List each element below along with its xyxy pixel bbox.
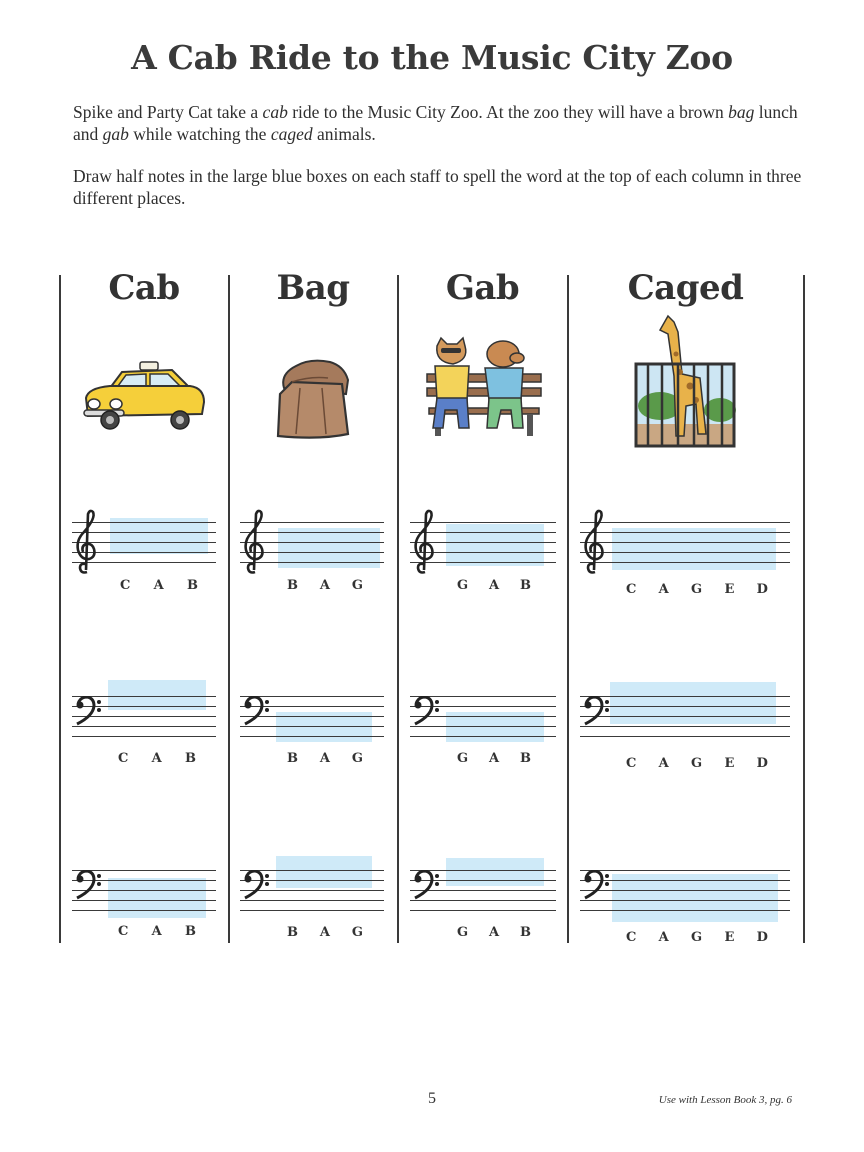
note-letter: B bbox=[287, 578, 298, 593]
staff-caged-treble bbox=[580, 522, 790, 562]
note-letter: G bbox=[691, 756, 703, 771]
answer-box[interactable] bbox=[446, 524, 544, 566]
note-letter: E bbox=[724, 756, 735, 771]
note-letter: G bbox=[457, 925, 469, 940]
note-letter: A bbox=[319, 751, 330, 766]
note-letter: D bbox=[756, 756, 768, 771]
note-letter: A bbox=[489, 578, 500, 593]
staff-cab-bass-2 bbox=[72, 870, 216, 910]
paper-bag-icon bbox=[270, 354, 354, 442]
treble-clef-icon bbox=[582, 508, 606, 576]
treble-clef-icon bbox=[412, 508, 436, 576]
note-letter: G bbox=[691, 930, 703, 945]
column-divider bbox=[803, 275, 805, 943]
note-letter: G bbox=[351, 925, 363, 940]
bass-clef-icon bbox=[412, 696, 440, 726]
page-title: A Cab Ride to the Music City Zoo bbox=[131, 38, 733, 77]
note-letters-bag-1 bbox=[287, 578, 363, 593]
staff-cab-bass-1 bbox=[72, 696, 216, 736]
caged-giraffe-icon bbox=[634, 314, 738, 450]
bass-clef-icon bbox=[412, 870, 440, 900]
note-letter: A bbox=[658, 756, 669, 771]
answer-box[interactable] bbox=[610, 682, 776, 724]
note-letters-cab-1 bbox=[120, 578, 198, 593]
note-letters-bag-2 bbox=[287, 751, 363, 766]
note-letter: A bbox=[658, 930, 669, 945]
note-letter: E bbox=[724, 582, 735, 597]
bass-clef-icon bbox=[74, 870, 102, 900]
note-letter: B bbox=[519, 578, 531, 593]
intro-text: while watching the bbox=[128, 124, 271, 144]
note-letters-caged-3 bbox=[626, 930, 768, 945]
note-letter: A bbox=[153, 578, 164, 593]
note-letter: D bbox=[756, 582, 768, 597]
note-letter: B bbox=[184, 751, 196, 766]
note-letter: G bbox=[457, 751, 469, 766]
answer-box[interactable] bbox=[110, 518, 208, 554]
page-number: 5 bbox=[428, 1090, 436, 1107]
intro-italic-word: cab bbox=[262, 102, 288, 122]
note-letter: B bbox=[519, 925, 531, 940]
column-divider bbox=[567, 275, 569, 943]
note-letter: A bbox=[489, 925, 500, 940]
taxi-cab-icon bbox=[80, 358, 208, 436]
note-letters-cab-2 bbox=[118, 751, 196, 766]
answer-box[interactable] bbox=[612, 528, 776, 570]
treble-clef-icon bbox=[74, 508, 98, 576]
answer-box[interactable] bbox=[276, 856, 372, 888]
intro-paragraph-2: Draw half notes in the large blue boxes on each staff to spell the word at the top of each column in three different places. bbox=[73, 166, 802, 208]
footer-note: Use with Lesson Book 3, pg. 6 bbox=[658, 1094, 792, 1106]
intro-text: animals. bbox=[312, 124, 376, 144]
intro-italic-word: caged bbox=[270, 124, 313, 144]
bass-clef-icon bbox=[582, 870, 610, 900]
intro-text: Spike and Party Cat take a bbox=[73, 102, 263, 122]
intro-italic-word: gab bbox=[102, 124, 129, 144]
note-letter: B bbox=[519, 751, 531, 766]
staff-gab-bass-2 bbox=[410, 870, 556, 910]
note-letter: C bbox=[626, 582, 637, 597]
intro-text: lunch and bbox=[73, 102, 798, 144]
staff-bag-bass-1 bbox=[240, 696, 384, 736]
note-letter: G bbox=[351, 751, 363, 766]
column-divider bbox=[228, 275, 230, 943]
staff-caged-bass-1 bbox=[580, 696, 790, 736]
note-letter: G bbox=[351, 578, 363, 593]
note-letter: A bbox=[658, 582, 669, 597]
note-letters-cab-3 bbox=[118, 924, 196, 939]
note-letter: C bbox=[120, 578, 131, 593]
staff-bag-treble bbox=[240, 522, 384, 562]
note-letter: C bbox=[626, 930, 637, 945]
note-letter: A bbox=[151, 751, 162, 766]
bass-clef-icon bbox=[74, 696, 102, 726]
intro-italic-word: bag bbox=[728, 102, 755, 122]
column-word-cab: Cab bbox=[108, 268, 180, 308]
column-word-bag: Bag bbox=[276, 268, 350, 308]
note-letters-gab-3 bbox=[457, 925, 531, 940]
note-letter: B bbox=[287, 751, 298, 766]
characters-on-bench-icon bbox=[423, 336, 545, 442]
answer-box[interactable] bbox=[612, 874, 778, 922]
intro-text: ride to the Music City Zoo. At the zoo they will have a brown bbox=[287, 102, 729, 122]
answer-box[interactable] bbox=[108, 878, 206, 918]
note-letters-gab-1 bbox=[457, 578, 531, 593]
note-letter: A bbox=[319, 578, 330, 593]
staff-cab-treble bbox=[72, 522, 216, 562]
bass-clef-icon bbox=[242, 870, 270, 900]
staff-gab-treble bbox=[410, 522, 556, 562]
note-letter: G bbox=[691, 582, 703, 597]
note-letter: A bbox=[151, 924, 162, 939]
note-letter: D bbox=[756, 930, 768, 945]
note-letter: A bbox=[319, 925, 330, 940]
note-letter: C bbox=[626, 756, 637, 771]
note-letter: B bbox=[184, 924, 196, 939]
staff-caged-bass-2 bbox=[580, 870, 790, 910]
staff-bag-bass-2 bbox=[240, 870, 384, 910]
bass-clef-icon bbox=[242, 696, 270, 726]
note-letter: B bbox=[186, 578, 198, 593]
column-divider bbox=[59, 275, 61, 943]
note-letter: C bbox=[118, 924, 129, 939]
staff-gab-bass-1 bbox=[410, 696, 556, 736]
intro-paragraph-1 bbox=[73, 101, 803, 145]
note-letter: G bbox=[457, 578, 469, 593]
column-divider bbox=[397, 275, 399, 943]
note-letter: B bbox=[287, 925, 298, 940]
note-letters-caged-2 bbox=[626, 756, 768, 771]
note-letter: A bbox=[489, 751, 500, 766]
note-letter: C bbox=[118, 751, 129, 766]
bass-clef-icon bbox=[582, 696, 610, 726]
note-letters-bag-3 bbox=[287, 925, 363, 940]
note-letter: E bbox=[724, 930, 735, 945]
note-letters-gab-2 bbox=[457, 751, 531, 766]
column-word-caged: Caged bbox=[627, 268, 744, 308]
note-letters-caged-1 bbox=[626, 582, 768, 597]
treble-clef-icon bbox=[242, 508, 266, 576]
answer-box[interactable] bbox=[446, 858, 544, 886]
column-word-gab: Gab bbox=[445, 268, 520, 308]
